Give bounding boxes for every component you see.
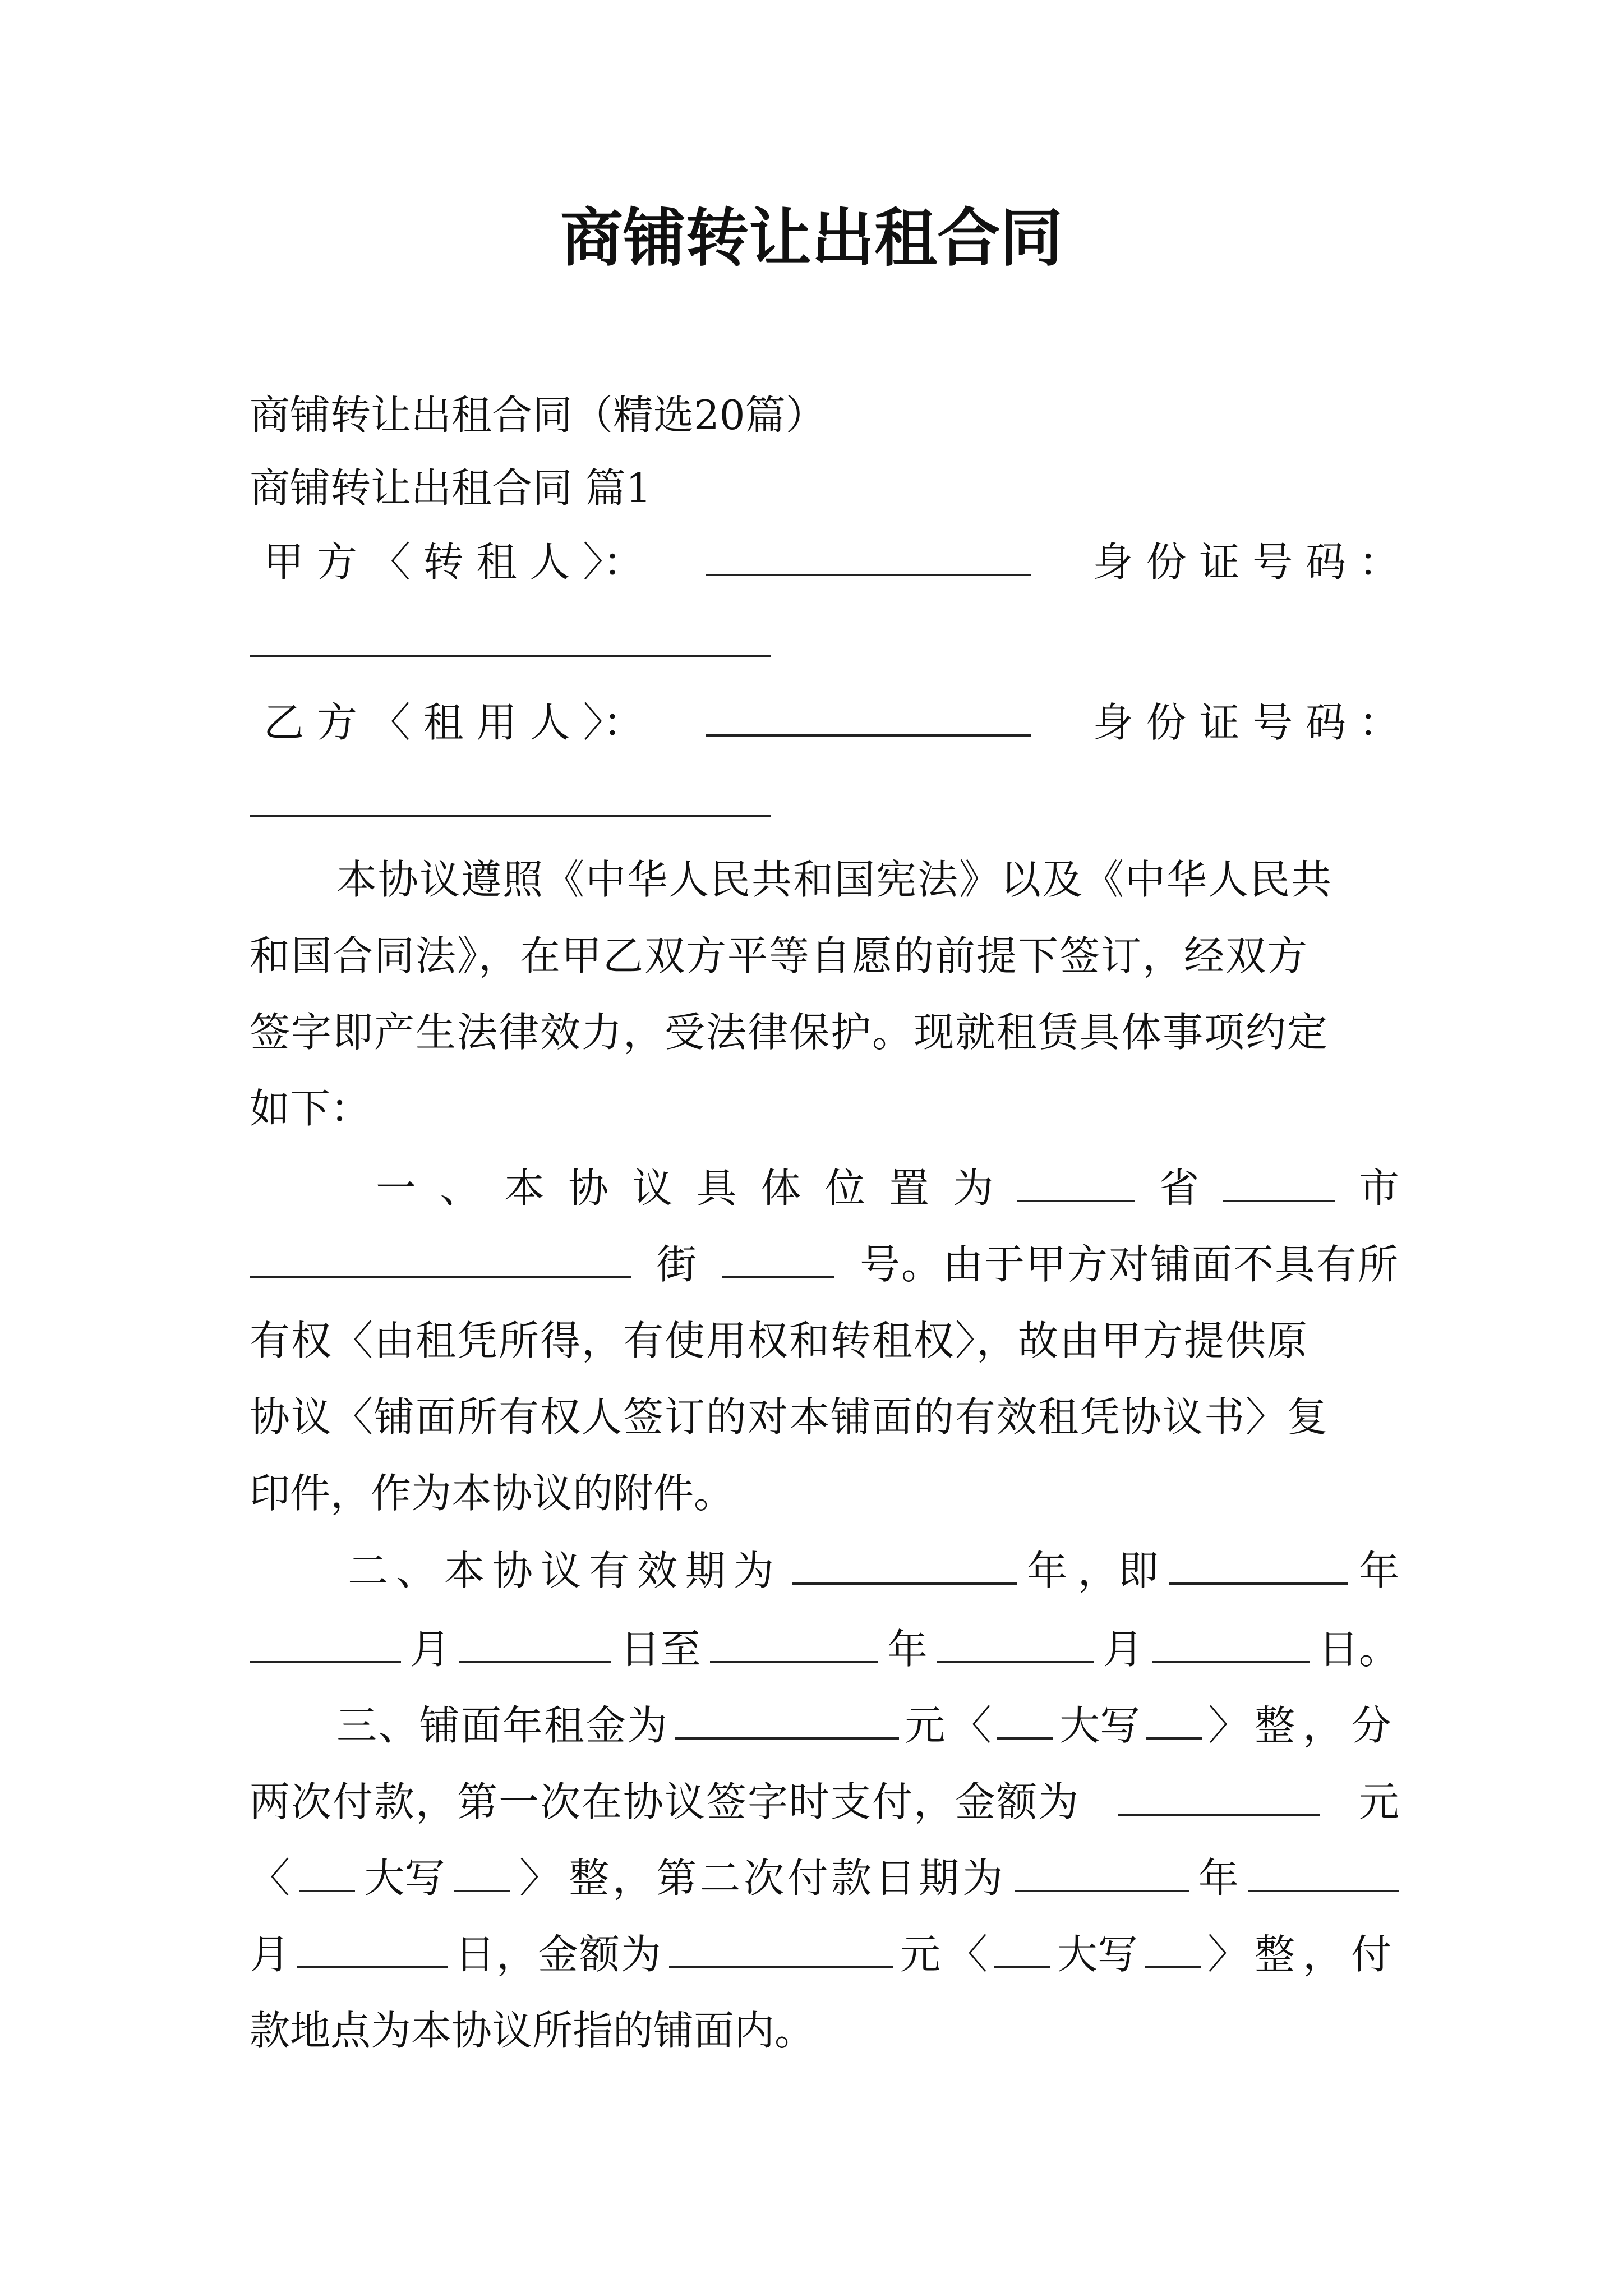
second-payment-year-blank — [1015, 1855, 1189, 1892]
clause-1-char: 、 — [440, 1165, 481, 1212]
document-title: 商铺转让出租合同 — [560, 201, 1063, 275]
clause-3-line-3 — [250, 1850, 1399, 1906]
day-label: 日。 — [1318, 1626, 1399, 1673]
clause-1-line-1 — [376, 1160, 1399, 1216]
capital-amount-blank — [1146, 1703, 1202, 1740]
year-label: 年 — [1027, 1547, 1068, 1594]
intro-line-2: 和国合同法》，在甲乙双方平等自愿的前提下签订，经双方 — [250, 932, 1309, 979]
intro-line-3: 签字即产生法律效力，受法律保护。现就租赁具体事项约定 — [250, 1009, 1329, 1056]
annual-rent-blank — [675, 1703, 899, 1740]
city-blank — [1223, 1165, 1335, 1202]
clause-1-char: 体 — [760, 1165, 801, 1212]
clause-1-char: 具 — [696, 1165, 737, 1212]
province-label: 省 — [1159, 1165, 1200, 1212]
party-b-name-blank — [706, 700, 1031, 737]
capital-label: 大写 — [1059, 1702, 1141, 1749]
number-blank — [722, 1241, 834, 1278]
end-year-blank — [710, 1626, 878, 1663]
bracket-open: 〈 — [947, 1931, 988, 1978]
clause-1-char: 为 — [953, 1165, 994, 1212]
first-payment-blank — [1118, 1779, 1320, 1816]
clause-3-text: 日，金额为 — [454, 1931, 662, 1978]
collection-subtitle: 商铺转让出租合同（精选20篇） — [250, 392, 826, 439]
province-blank — [1017, 1165, 1135, 1202]
clause-1-line-5: 印件，作为本协议的附件。 — [250, 1470, 735, 1517]
clause-1-char: 一 — [376, 1165, 417, 1212]
clause-2-line-1 — [348, 1543, 1399, 1599]
second-payment-month-blank — [1248, 1855, 1399, 1892]
clause-2-text: ，即 — [1077, 1547, 1159, 1594]
clause-3-text: 整，付 — [1254, 1931, 1399, 1978]
clause-2-text: 二、本协议有效期为 — [348, 1547, 782, 1594]
party-a-id-label: 身 份 证 号 码 ： — [1092, 539, 1399, 586]
month-label: 月 — [410, 1626, 451, 1673]
bracket-open: 〈 — [250, 1855, 291, 1902]
day-to-label: 日至 — [620, 1626, 701, 1673]
start-day-blank — [459, 1626, 611, 1663]
year-label: 年 — [887, 1626, 928, 1673]
end-month-blank — [937, 1626, 1094, 1663]
capital-amount-blank — [994, 1931, 1050, 1968]
clause-1-char: 议 — [632, 1165, 673, 1212]
clause-3-line-1 — [336, 1697, 1399, 1754]
yuan-label: 元 — [905, 1702, 946, 1749]
city-label: 市 — [1358, 1165, 1399, 1212]
capital-label: 大写 — [364, 1855, 445, 1902]
capital-amount-blank — [1145, 1931, 1201, 1968]
street-blank — [250, 1241, 631, 1278]
clause-1-char: 本 — [504, 1165, 545, 1212]
party-a-id-blank — [250, 655, 771, 657]
intro-line-1: 本协议遵照《中华人民共和国宪法》以及《中华人民共 — [336, 856, 1333, 903]
clause-3-line-2 — [250, 1774, 1399, 1830]
bracket-close: 〉 — [1208, 1702, 1249, 1749]
year-label: 年 — [1358, 1547, 1399, 1594]
clause-1-line-3: 有权〈由租凭所得，有使用权和转租权〉，故由甲方提供原 — [250, 1317, 1309, 1364]
start-year-blank — [1169, 1548, 1348, 1585]
party-b-label: 乙 方 〈 租 用 人 〉： — [264, 699, 644, 746]
party-a-line — [264, 534, 1399, 590]
clause-1-char: 置 — [889, 1165, 930, 1212]
clause-1-char: 位 — [824, 1165, 865, 1212]
clause-1-line-2 — [250, 1236, 1399, 1292]
clause-3-text: 两次付款，第一次在协议签字时支付，金额为 — [250, 1778, 1080, 1825]
party-a-label: 甲 方 〈 转 租 人 〉： — [264, 539, 644, 586]
term-years-blank — [792, 1548, 1017, 1585]
clause-1-line-4: 协议〈铺面所有权人签订的对本铺面的有效租凭协议书〉复 — [250, 1393, 1329, 1441]
bracket-close: 〉 — [519, 1855, 560, 1902]
second-payment-amount-blank — [669, 1931, 893, 1968]
yuan-label: 元 — [900, 1931, 940, 1978]
capital-amount-blank — [299, 1855, 355, 1892]
start-month-blank — [250, 1626, 401, 1663]
clause-3-text: 整，第二次付款日期为 — [569, 1855, 1007, 1902]
end-day-blank — [1152, 1626, 1310, 1663]
bracket-open: 〈 — [951, 1702, 992, 1749]
party-b-id-label: 身 份 证 号 码 ： — [1092, 699, 1399, 746]
party-b-line — [264, 694, 1399, 751]
clause-2-line-2 — [250, 1621, 1399, 1677]
capital-amount-blank — [454, 1855, 510, 1892]
clause-1-char: 协 — [568, 1165, 609, 1212]
part-heading: 商铺转让出租合同 篇1 — [250, 464, 652, 512]
second-payment-day-blank — [297, 1931, 448, 1968]
clause-3-text: 三、铺面年租金为 — [336, 1702, 669, 1749]
street-label: 街 — [656, 1241, 697, 1288]
party-b-id-blank — [250, 815, 771, 817]
clause-1-text: 号。由于甲方对铺面不具有所 — [859, 1241, 1399, 1288]
year-label: 年 — [1198, 1855, 1239, 1902]
month-label: 月 — [1103, 1626, 1144, 1673]
clause-3-line-5: 款地点为本协议所指的铺面内。 — [250, 2007, 815, 2054]
month-label: 月 — [250, 1931, 291, 1978]
capital-label: 大写 — [1057, 1931, 1138, 1978]
capital-amount-blank — [997, 1703, 1053, 1740]
party-a-name-blank — [706, 539, 1031, 576]
intro-line-4: 如下： — [250, 1085, 371, 1132]
clause-3-text: 整，分 — [1254, 1702, 1399, 1749]
yuan-label: 元 — [1358, 1778, 1399, 1825]
clause-3-line-4 — [250, 1926, 1399, 1982]
bracket-close: 〉 — [1207, 1931, 1248, 1978]
